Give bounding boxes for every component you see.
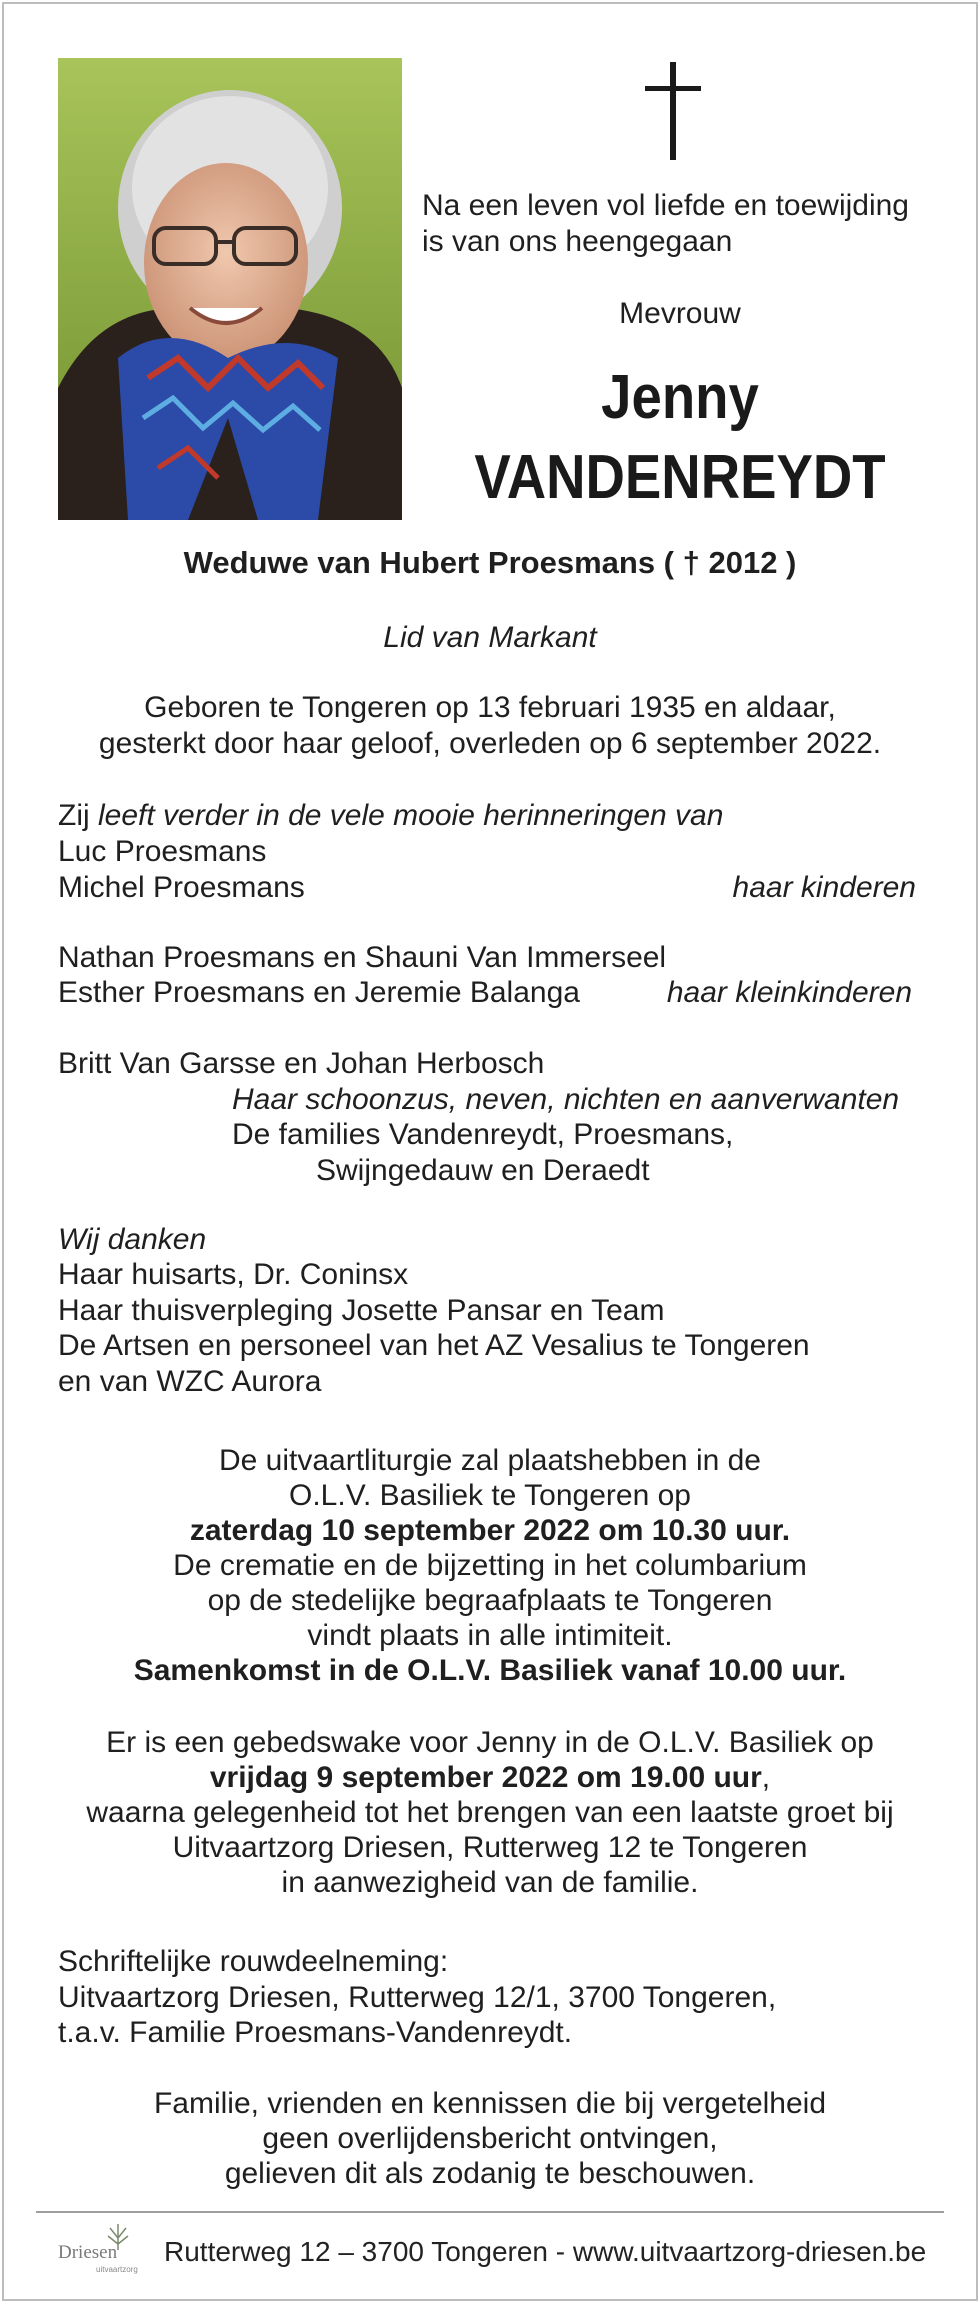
footer-address: Rutterweg 12 – 3700 Tongeren - www.uitvaartzorg-driesen.be [164,2236,927,2267]
grandchild-name: Esther Proesmans en Jeremie Balanga [58,976,580,1009]
funeral-line-5: op de stedelijke begraafplaats te Tongeren [207,1584,773,1617]
intro-line-2: is van ons heengegaan [422,225,733,258]
birth-line-2: gesterkt door haar geloof, overleden op 6 september 2022. [98,727,882,760]
intro-line-1: Na een leven vol liefde en toewijding [422,189,909,222]
funeral-line-4: De crematie en de bijzetting in het columbarium [173,1549,807,1582]
widow-line: Weduwe van Hubert Proesmans ( † 2012 ) [183,545,797,580]
child-name: Michel Proesmans [58,871,305,904]
thanks-title: Wij danken [58,1223,207,1256]
wake-line-4: Uitvaartzorg Driesen, Rutterweg 12 te Tongeren [172,1831,808,1864]
wake-line-1: Er is een gebedswake voor Jenny in de O.L.V. Basiliek op [106,1726,874,1759]
thanks-line: en van WZC Aurora [58,1365,322,1398]
funeral-line-6: vindt plaats in alle intimiteit. [307,1619,673,1652]
condolence-line-3: t.a.v. Familie Proesmans-Vandenreydt. [58,2016,573,2049]
wake-line-5: in aanwezigheid van de familie. [281,1866,699,1899]
children-label: haar kinderen [732,871,916,904]
salutation: Mevrouw [619,297,741,330]
driesen-logo [56,2220,146,2282]
wake-date-line: vrijdag 9 september 2022 om 19.00 uur, [209,1761,771,1794]
funeral-line-2: O.L.V. Basiliek te Tongeren op [289,1479,691,1512]
grandchild-name: Nathan Proesmans en Shauni Van Immerseel [58,941,667,974]
families-line-2: Swijngedauw en Deraedt [316,1154,650,1187]
child-name: Luc Proesmans [58,835,267,868]
birth-line-1: Geboren te Tongeren op 13 februari 1935 en aldaar, [144,691,836,724]
families-line-1: De families Vandenreydt, Proesmans, [232,1118,734,1151]
wake-line-3: waarna gelegenheid tot het brengen van een laatste groet bij [86,1796,894,1829]
funeral-line-1: De uitvaartliturgie zal plaatshebben in de [218,1444,761,1477]
thanks-line: De Artsen en personeel van het AZ Vesalius te Tongeren [58,1329,810,1362]
logo-subtext: uitvaartzorg [96,2265,138,2274]
closing-line-1: Familie, vrienden en kennissen die bij vergetelheid [153,2087,827,2120]
funeral-date: zaterdag 10 september 2022 om 10.30 uur. [189,1514,791,1547]
logo-text: Driesen [58,2242,118,2263]
thanks-line: Haar huisarts, Dr. Coninsx [58,1258,409,1291]
closing-line-2: geen overlijdensbericht ontvingen, [262,2122,718,2155]
footer-divider [36,2211,944,2213]
portrait-photo [58,58,402,520]
first-name: Jenny [601,363,759,432]
wake-date: vrijdag 9 september 2022 om 19.00 uur [209,1761,762,1794]
others-label: Haar schoonzus, neven, nichten en aanverwanten [232,1083,900,1116]
cross-icon [645,62,701,160]
member-line: Lid van Markant [383,621,597,654]
condolence-line-1: Schriftelijke rouwdeelneming: [58,1945,449,1978]
condolence-line-2: Uitvaartzorg Driesen, Rutterweg 12/1, 3700 Tongeren, [58,1981,777,2014]
last-name: VANDENREYDT [474,443,886,512]
thanks-line: Haar thuisverpleging Josette Pansar en Team [58,1294,665,1327]
family-intro: Zij leeft verder in de vele mooie herinneringen van [58,799,724,832]
closing-line-3: gelieven dit als zodanig te beschouwen. [224,2157,756,2190]
grandchildren-label: haar kleinkinderen [666,976,912,1009]
funeral-gathering: Samenkomst in de O.L.V. Basiliek vanaf 10.00 uur. [133,1654,847,1687]
others-line: Britt Van Garsse en Johan Herbosch [58,1047,545,1080]
